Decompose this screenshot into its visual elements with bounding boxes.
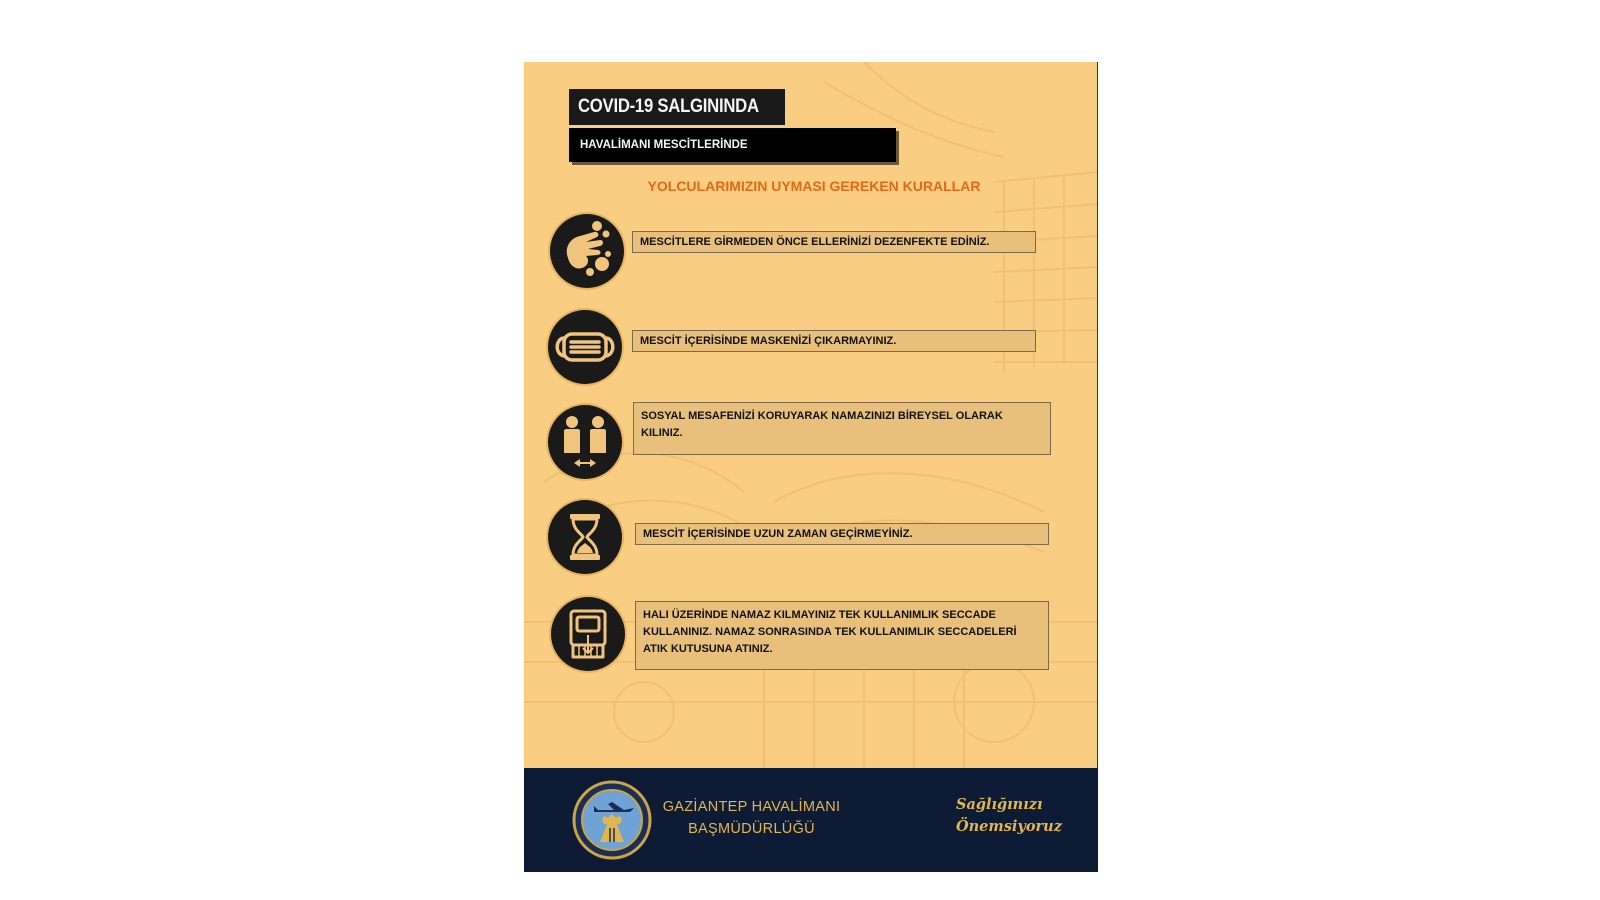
poster-title-text: COVID-19 SALGININDA <box>578 96 759 117</box>
poster <box>524 62 1098 872</box>
rule-item <box>632 231 1036 253</box>
rule-text: MESCİT İÇERİSİNDE MASKENİZİ ÇIKARMAYINIZ. <box>640 335 897 347</box>
dhmi-seal-icon <box>564 772 660 868</box>
face-mask-icon <box>548 310 622 384</box>
organization-name-line1: GAZİANTEP HAVALİMANI <box>662 799 841 815</box>
hourglass-icon <box>548 500 622 574</box>
rules-heading: YOLCULARIMIZIN UYMASI GEREKEN KURALLAR <box>647 178 981 194</box>
poster-subheading: HAVALİMANI MESCİTLERİNDE <box>569 128 896 162</box>
rule-item <box>633 402 1051 455</box>
rule-text: HALI ÜZERİNDE NAMAZ KILMAYINIZ TEK KULLANIMLIK SECCADE KULLANINIZ. NAMAZ SONRASINDA TEK KULLANIMLIK SECCADELERİ ATIK KUTUSUNA ATINIZ. <box>643 609 1017 655</box>
rule-text: SOSYAL MESAFENİZİ KORUYARAK NAMAZINIZI BİREYSEL OLARAK KILINIZ. <box>641 410 1003 439</box>
rule-text: MESCİTLERE GİRMEDEN ÖNCE ELLERİNİZİ DEZENFEKTE EDİNİZ. <box>640 236 990 248</box>
slogan <box>956 794 1062 838</box>
poster-title <box>569 89 785 125</box>
slogan-line2: Önemsiyoruz <box>956 818 1062 835</box>
rule-item <box>632 330 1036 352</box>
rule-item <box>635 523 1049 545</box>
organization-name-line2: BAŞMÜDÜRLÜĞÜ <box>688 821 815 837</box>
organization-name <box>649 796 854 840</box>
footer <box>524 768 1098 872</box>
social-distance-icon <box>548 405 622 479</box>
rule-item <box>635 601 1049 670</box>
hand-sanitize-icon <box>550 214 624 288</box>
rule-text: MESCİT İÇERİSİNDE UZUN ZAMAN GEÇİRMEYİNİZ. <box>643 528 913 540</box>
slogan-line1: Sağlığınızı <box>956 796 1043 813</box>
prayer-mat-dispenser-icon <box>551 597 625 671</box>
